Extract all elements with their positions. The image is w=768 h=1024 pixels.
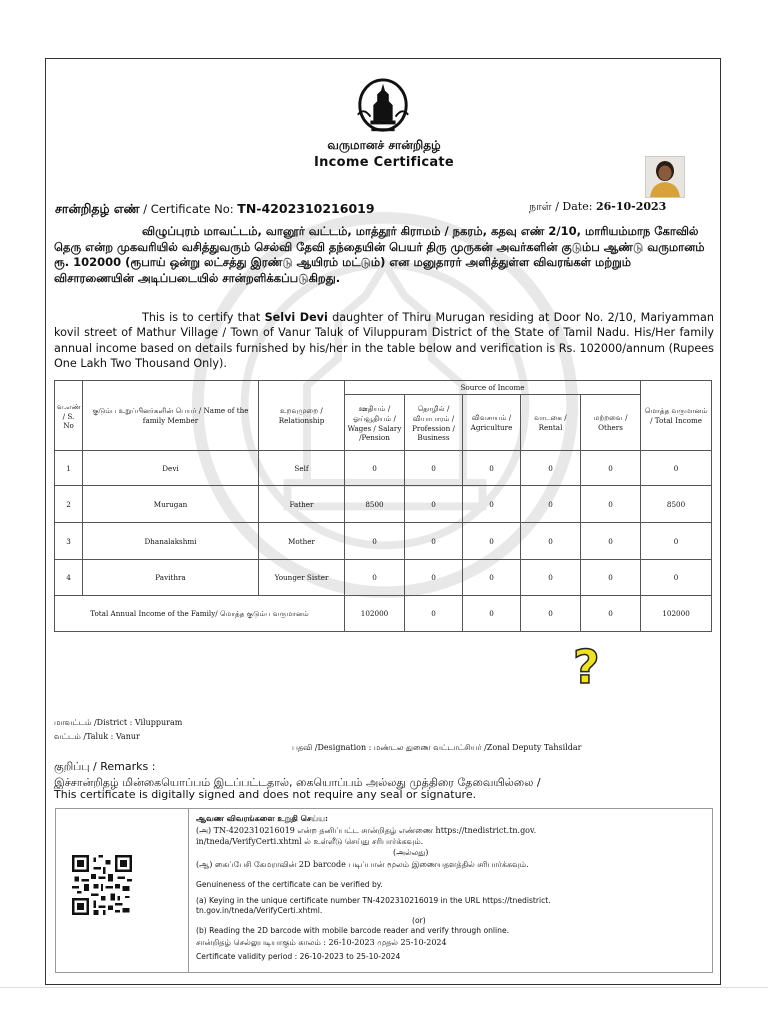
- header-agriculture: விவசாயம் / Agriculture: [463, 395, 521, 451]
- header-others: மற்றவை / Others: [581, 395, 641, 451]
- header-relationship: உறவுமுறை / Relationship: [259, 381, 345, 451]
- designation-line: பதவி /Designation : மண்டல துணை வட்டாட்சியர் /Zonal Deputy Tahsildar: [292, 743, 582, 752]
- date-line: [529, 200, 666, 215]
- page-bottom-rule: [0, 987, 768, 988]
- cell-business: 0: [405, 486, 463, 523]
- title-english: Income Certificate: [313, 155, 455, 170]
- applicant-name: Selvi Devi: [264, 311, 328, 324]
- cell-total: 0: [641, 451, 712, 486]
- verification-option-a-tamil: (அ) TN-4202310216019 என்ற தனிப்பட்ட சான்றிதழ் எண்ணை https://tnedistrict.tn.gov.: [196, 826, 537, 835]
- income-table: [54, 380, 712, 632]
- cell-total: 8500: [641, 486, 712, 523]
- table-row: [55, 451, 712, 486]
- cell-relationship: Father: [259, 486, 345, 523]
- paragraph-tamil-text: விழுப்புரம் மாவட்டம், வானூர் வட்டம், மாத்தூர் கிராமம் / நகரம், கதவு எண் 2/10, மாரியம்மாந கோவில் தெரு என்ற முகவரியில் வசித்துவரும் செல்வி தேவி தந்தையின் பெயர் திரு முருகன் அவர்களின் குடும்ப ஆண்டு வருமானம் ரூ. 102000 (ரூபாய் ஒன்று லட்சத்து இரண்டு ஆயிரம் மட்டும்) என மனுதாரர் அளித்துள்ள விவரங்கள் மற்றும் விசாரணையின் அடிப்படையில் சான்றளிக்கப்படுகிறது.: [54, 224, 705, 285]
- verification-option-b-tamil: (ஆ) கைப்பேசி கேமராவின் 2D barcode படிப்பான் மூலம் இணையதளத்தில் சரிபார்க்கவும்.: [196, 860, 529, 869]
- qr-code-icon: [72, 855, 132, 915]
- cell-business: 0: [405, 451, 463, 486]
- cell-name: Devi: [83, 451, 259, 486]
- date-value: 26-10-2023: [595, 200, 667, 213]
- total-business: 0: [405, 596, 463, 632]
- cell-sno: 4: [55, 560, 83, 596]
- cell-rental: 0: [521, 451, 581, 486]
- cell-sno: 2: [55, 486, 83, 523]
- totals-label: Total Annual Income of the Family/ மொத்த குடும்ப வருமானம்: [55, 596, 345, 632]
- cell-wages: 0: [345, 451, 405, 486]
- certificate-number-line: [55, 201, 375, 218]
- cell-sno: 3: [55, 523, 83, 560]
- cell-agriculture: 0: [463, 451, 521, 486]
- table-row: [55, 523, 712, 560]
- digital-signature-note-tamil: இச்சான்றிதழ் மின்கையொப்பம் இடப்பட்டதால், கையொப்பம் அல்லது முத்திரை தேவையில்லை /: [54, 776, 541, 789]
- cell-agriculture: 0: [463, 560, 521, 596]
- header-total: மொத்த வருமானம் / Total Income: [641, 381, 712, 451]
- cell-wages: 0: [345, 560, 405, 596]
- table-row: [55, 560, 712, 596]
- totals-row: [55, 596, 712, 632]
- certificate-paragraph-english: [54, 310, 714, 372]
- validity-period-english: Certificate validity period : 26-10-2023 to 25-10-2024: [196, 952, 401, 961]
- certificate-number: TN-4202310216019: [237, 201, 375, 216]
- cell-wages: 8500: [345, 486, 405, 523]
- question-mark-overlay: ?: [573, 640, 600, 694]
- cell-name: Pavithra: [83, 560, 259, 596]
- cell-agriculture: 0: [463, 486, 521, 523]
- certificate-label-tamil: சான்றிதழ் எண்: [55, 201, 140, 216]
- header-business: தொழில் / வியாபாரம் / Profession / Business: [405, 395, 463, 451]
- cell-sno: 1: [55, 451, 83, 486]
- verification-genuineness: Genuineness of the certificate can be verified by.: [196, 880, 383, 889]
- cell-name: Dhanalakshmi: [83, 523, 259, 560]
- total-rental: 0: [521, 596, 581, 632]
- date-label: நாள் / Date:: [529, 200, 593, 213]
- cell-wages: 0: [345, 523, 405, 560]
- digital-signature-note-english: This certificate is digitally signed and does not require any seal or signature.: [54, 788, 477, 801]
- applicant-photo: [645, 156, 685, 198]
- remarks-label: குறிப்பு / Remarks :: [54, 760, 156, 773]
- cell-business: 0: [405, 523, 463, 560]
- taluk-line: வட்டம் /Taluk : Vanur: [54, 732, 140, 741]
- cell-others: 0: [581, 486, 641, 523]
- cell-others: 0: [581, 451, 641, 486]
- cell-relationship: Younger Sister: [259, 560, 345, 596]
- verification-heading-tamil: ஆவண விவரங்களை உறுதி செய்ய:: [196, 813, 328, 823]
- cell-relationship: Mother: [259, 523, 345, 560]
- verification-or-tamil: (அல்லது): [393, 848, 429, 857]
- verification-option-a-english-2: tn.gov.in/tneda/VerifyCerti.xhtml.: [196, 906, 323, 915]
- table-row: [55, 486, 712, 523]
- certificate-paragraph-tamil: [54, 224, 714, 286]
- header-wages: ஊதியம் / ஓய்வூதியம் / Wages / Salary /Pension: [345, 395, 405, 451]
- verification-option-b-english: (b) Reading the 2D barcode with mobile barcode reader and verify through online.: [196, 926, 510, 935]
- verification-option-a-tamil-2: in/tneda/VerifyCerti.xhtml ல் உள்ளீடு செய்து சரிபார்க்கவும்.: [196, 837, 424, 846]
- total-wages: 102000: [345, 596, 405, 632]
- total-agriculture: 0: [463, 596, 521, 632]
- verification-divider: [188, 809, 189, 972]
- header-source: Source of Income: [345, 381, 641, 395]
- cell-total: 0: [641, 523, 712, 560]
- cell-agriculture: 0: [463, 523, 521, 560]
- cell-rental: 0: [521, 560, 581, 596]
- tamil-nadu-emblem-icon: [344, 78, 422, 136]
- verification-or-english: (or): [412, 916, 426, 925]
- header-sno: வ.எண் / S. No: [55, 381, 83, 451]
- cell-rental: 0: [521, 523, 581, 560]
- header-rental: வாடகை / Rental: [521, 395, 581, 451]
- total-income: 102000: [641, 596, 712, 632]
- person-portrait-icon: [646, 157, 684, 197]
- cell-relationship: Self: [259, 451, 345, 486]
- paragraph-english-rest: daughter of Thiru Murugan residing at Door No. 2/10, Mariyamman kovil street of Mathur Village / Town of Vanur Taluk of Viluppuram District of the State of Tamil Nadu. His/Her family annual income based on details furnished by his/her in the table below and verification is Rs. 102000/annum (Rupees One Lakh Two Thousand Only).: [54, 311, 714, 371]
- title-tamil: வருமானச் சான்றிதழ்: [327, 138, 441, 152]
- cell-name: Murugan: [83, 486, 259, 523]
- total-others: 0: [581, 596, 641, 632]
- verification-option-a-english: (a) Keying in the unique certificate number TN-4202310216019 in the URL https://tnedistrict.: [196, 896, 551, 905]
- paragraph-english-start: This is to certify that: [142, 311, 261, 324]
- header-name: குடும்ப உறுப்பினர்களின் பெயர் / Name of the family Member: [83, 381, 259, 451]
- cell-others: 0: [581, 523, 641, 560]
- cell-others: 0: [581, 560, 641, 596]
- cell-total: 0: [641, 560, 712, 596]
- certificate-label-english: / Certificate No:: [143, 202, 234, 216]
- cell-rental: 0: [521, 486, 581, 523]
- district-line: மாவட்டம் /District : Viluppuram: [54, 718, 183, 727]
- cell-business: 0: [405, 560, 463, 596]
- validity-period-tamil: சான்றிதழ் செல்லுபடியாகும் காலம் : 26-10-2023 முதல் 25-10-2024: [196, 938, 447, 947]
